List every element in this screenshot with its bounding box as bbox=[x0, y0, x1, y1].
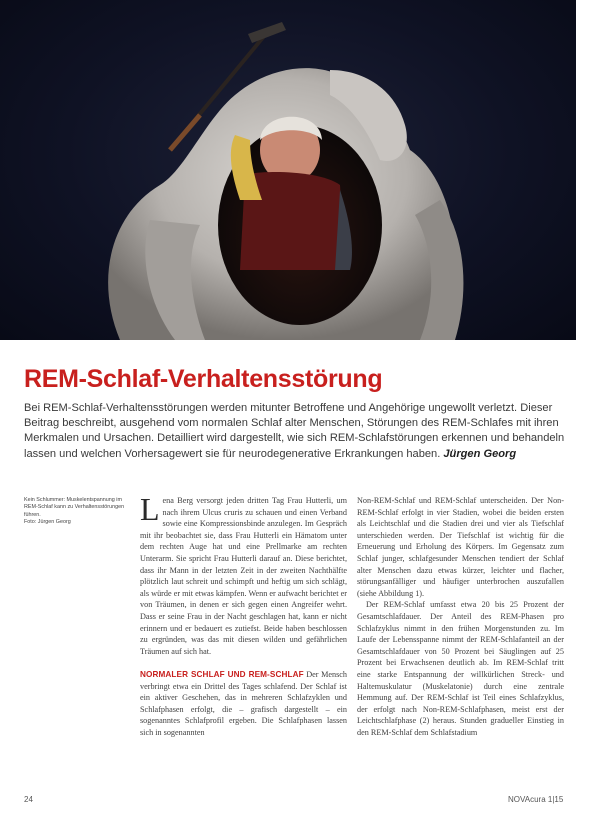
text-column-2 bbox=[357, 495, 564, 738]
hands-holding-sleeper-illustration bbox=[0, 0, 576, 340]
paragraph-non-rem: Non-REM-Schlaf und REM-Schlaf unterscheiden. Der Non-REM-Schlaf erfolgt in vier Stadien, wobei die beiden ersten als Leichtschlaf und die Stadien drei und vier als Tiefschlaf unterschieden werden. Der Tiefschlaf ist wichtig für die Erneuerung und Erholung des Körpers. Im Gegensatz zum Schlaf junger, schlafgesunder Menschen tendiert der Schlaf alter Menschen dazu etwas kürzer, leichter und flacher, störungsanfälliger und häufiger unterbrochen auszufallen (siehe Abbildung 1). bbox=[357, 496, 564, 598]
intro-paragraph bbox=[140, 491, 347, 657]
text-column-1 bbox=[140, 491, 347, 738]
section-subheading: NORMALER SCHLAF UND REM-SCHLAF bbox=[140, 669, 304, 679]
paragraph-rem: Der REM-Schlaf umfasst etwa 20 bis 25 Prozent der Gesamtschlafdauer. Der Anteil des REM-Phasen pro Schlafzyklus nimmt in den frühen Morgenstunden zu. Im Laufe der Lebensspanne nimmt der REM-Schlafanteil an der Gesamtschlafdauer von 50 Prozent bei Säuglingen auf 25 Prozent bei Erwachsenen deutlich ab. Im REM-Schlaf tritt eine starke Entspannung der willkürlichen Streck- und Haltemuskulatur (Muskelatonie) durch eine zentrale Hemmung auf. Der REM-Schlaf ist Teil eines Schlafzyklus, der erfolgt nach Non-REM-Schlafphasen, meist erst der Leichtschlafphase (2) heraus. Stunden gradueller Einstieg in den REM-Schlaf dem Schlafstadium bbox=[357, 600, 564, 737]
intro-text: ena Berg versorgt jeden dritten Tag Frau Hutterli, um nach ihrem Ulcus cruris zu schauen und einen Verband sowie eine Kompressionsbinde anzulegen. Im Gespräch mit ihr beobachtet sie, dass Frau Hutterli ein Hämatom unter dem rechten Auge hat und eine Prellmarke am rechten Unterarm. Sie spricht Frau Hutterli darauf an. Diese berichtet, dass ihr Mann in der letzten Zeit in der zweiten Nachthälfte plötzlich laut schreit und schimpft und heftig um sich schlägt, als würde er mit etwas kämpfen. Wenn er aufwacht berichtet er von Träumen, in denen er sich gegen einen Angreifer wehrt. Dass er seine Frau in der Nacht geschlagen hat, kann er nicht erinnern und er bedauert es zutiefst. Beide haben beschlossen zu ergründen, was das mit diesen wilden und gefährlichen Träumen auf sich hat. bbox=[140, 496, 347, 656]
author-name: Jürgen Georg bbox=[443, 447, 517, 460]
lead-text: Bei REM-Schlaf-Verhaltensstörungen werden mitunter Betroffene und Angehörige ungewollt verletzt. Dieser Beitrag beschreibt, ausgehend vom normalen Schlaf alter Menschen, Störungen des REM-Schlafes mit ihren Merkmalen und Ursachen. Detailliert wird dargestellt, wie sich REM-Schlafstörungen erkennen und behandeln lassen und welchen Vorhersagewert sie für neurodegenerative Erkrankungen haben. bbox=[24, 402, 565, 460]
dropcap-letter: L bbox=[140, 491, 160, 527]
article-title: REM-Schlaf-Verhaltensstörung bbox=[24, 365, 383, 393]
caption-text: Kein Schlummer: Muskelentspannung im REM-Schlaf kann zu Verhaltensstörungen führen. bbox=[24, 497, 125, 518]
section-paragraph bbox=[140, 669, 347, 739]
article-lead bbox=[24, 401, 572, 462]
hero-photo bbox=[0, 0, 576, 340]
image-caption bbox=[24, 497, 126, 527]
photo-credit: Foto: Jürgen Georg bbox=[24, 519, 71, 526]
section-text: Der Mensch verbringt etwa ein Drittel des Tages schlafend. Der Schlaf ist ein aktiver Geschehen, das in mehreren Schlafzyklen und Schlafphasen erfolgt, die – grafisch dargestellt – ein sogenanntes Schlafprofil ergeben. Die Schlafphasen lassen sich in sogenannten bbox=[140, 669, 347, 737]
journal-name: NOVAcura 1|15 bbox=[508, 795, 564, 804]
page-number: 24 bbox=[24, 795, 33, 804]
